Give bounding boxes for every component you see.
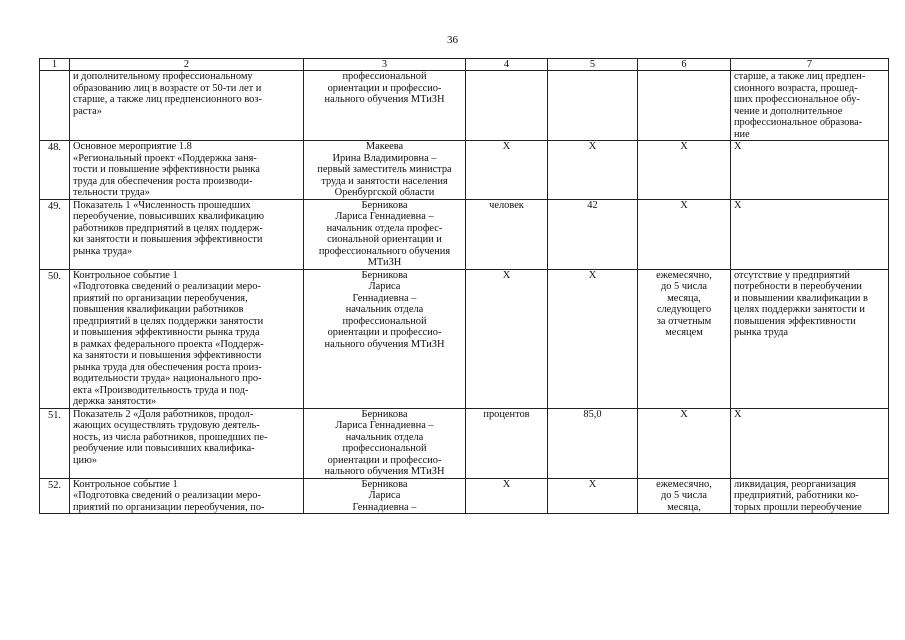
table-row <box>40 199 889 269</box>
cell-text-line: и повышении квалификации в <box>734 292 868 304</box>
deadline-cell <box>638 408 731 478</box>
cell-text-line: Х <box>680 408 688 420</box>
cell-text-line: повышения эффективности <box>734 315 856 327</box>
cell-text-line: ориентации и профессио- <box>327 454 442 466</box>
cell-text-line: Х <box>734 141 742 152</box>
cell-text-line: Берникова <box>361 478 408 490</box>
cell-text-line: реобучение или повысивших квалифика- <box>73 443 255 454</box>
cell-text-line: рынка труда» <box>73 245 133 257</box>
row-number-cell: 51. <box>40 408 70 478</box>
cell-text-line: отсутствие у предприятий <box>734 269 850 281</box>
cell-text-line: тости и повышение эффективности рынка <box>73 164 260 175</box>
cell-text-line: тельности труда» <box>73 187 150 198</box>
cell-text-line: ки занятости и повышения эффективности <box>73 234 263 245</box>
cell-text-line: 42 <box>587 199 598 211</box>
cell-text-line: Х <box>680 141 688 152</box>
cell-text-line: ликвидация, реорганизация <box>734 478 857 490</box>
row-number-cell: 50. <box>40 269 70 408</box>
row-number-cell <box>40 71 70 141</box>
cell-text-line: Лариса <box>368 281 401 292</box>
table-row <box>40 478 889 514</box>
cell-text-line: водительности труда» национального про- <box>73 373 262 384</box>
cell-text-line: «Подготовка сведений о реализации меро- <box>73 281 261 292</box>
cell-text-line: жающих осуществлять трудовую деятель- <box>73 420 260 431</box>
unit-cell <box>466 71 548 141</box>
column-header: 7 <box>731 59 889 71</box>
unit-cell <box>466 199 548 269</box>
column-number-header-row <box>40 59 889 71</box>
cell-text-line: ежемесячно, <box>656 269 712 281</box>
responsible-person-cell <box>304 199 466 269</box>
cell-text-line: повышения квалификации работников <box>73 304 244 315</box>
cell-text-line: переобучение, повысивших квалификацию <box>73 211 265 222</box>
cell-text-line: приятий по организации переобучения, <box>73 292 248 304</box>
column-header: 5 <box>548 59 638 71</box>
cell-text-line: цию» <box>73 454 98 466</box>
measure-description-cell <box>70 71 304 141</box>
measure-description-cell <box>70 408 304 478</box>
cell-text-line: Берникова <box>361 199 408 211</box>
cell-text-line: Геннадиевна – <box>352 501 417 513</box>
cell-text-line: профессиональное образова- <box>734 117 863 128</box>
cell-text-line: Контрольное событие 1 <box>73 269 178 281</box>
row-number-cell: 48. <box>40 141 70 200</box>
cell-text-line: Берникова <box>361 269 408 281</box>
table-row <box>40 408 889 478</box>
unit-cell <box>466 478 548 514</box>
risk-cell <box>731 141 889 200</box>
cell-text-line: ежемесячно, <box>656 478 712 490</box>
cell-text-line: до 5 числа <box>660 490 708 501</box>
column-header: 2 <box>70 59 304 71</box>
value-cell <box>548 199 638 269</box>
cell-text-line: Х <box>502 141 511 152</box>
cell-text-line: старше, а также лиц предпенсионного воз- <box>73 94 262 105</box>
cell-text-line <box>551 71 634 83</box>
cell-text-line: потребности в переобучении <box>734 281 862 292</box>
deadline-cell <box>638 141 731 200</box>
cell-text-line: образованию лиц в возрасте от 50-ти лет и <box>73 82 262 94</box>
table-row <box>40 71 889 141</box>
cell-text-line: ка занятости и повышения эффективности <box>73 350 262 361</box>
risk-cell <box>731 71 889 141</box>
unit-cell <box>466 269 548 408</box>
cell-text-line: Х <box>734 408 742 420</box>
row-number-cell: 52. <box>40 478 70 514</box>
cell-text-line: Лариса Геннадиевна – <box>335 211 434 222</box>
cell-text-line: и повышения эффективности рынка труда <box>73 327 260 338</box>
cell-text-line <box>641 71 727 83</box>
responsible-person-cell <box>304 408 466 478</box>
measures-table <box>39 58 889 514</box>
cell-text-line: Х <box>680 199 688 211</box>
cell-text-line: раста» <box>73 105 102 117</box>
cell-text-line: рынка труда для обеспечения роста произ- <box>73 361 262 373</box>
responsible-person-cell <box>304 71 466 141</box>
risk-cell <box>731 199 889 269</box>
cell-text-line: старше, а также лиц предпен- <box>734 71 866 82</box>
unit-cell <box>466 141 548 200</box>
value-cell <box>548 478 638 514</box>
table-row <box>40 141 889 200</box>
cell-text-line: Берникова <box>361 408 408 420</box>
cell-text-line: ших профессиональное обу- <box>734 94 860 105</box>
cell-text-line: Х <box>502 478 511 490</box>
cell-text-line: ность, из числа работников, прошедших пе- <box>73 431 268 443</box>
cell-text-line: предприятий, работники ко- <box>734 490 859 501</box>
cell-text-line: нального обучения МТиЗН <box>324 338 445 350</box>
deadline-cell <box>638 71 731 141</box>
cell-text-line: Лариса Геннадиевна – <box>335 420 434 431</box>
value-cell <box>548 408 638 478</box>
cell-text-line: начальник отдела профес- <box>326 222 443 234</box>
cell-text-line: Показатель 1 «Численность прошедших <box>73 199 251 211</box>
row-number-cell: 49. <box>40 199 70 269</box>
deadline-cell <box>638 269 731 408</box>
unit-cell <box>466 408 548 478</box>
cell-text-line: приятий по организации переобучения, по- <box>73 501 265 513</box>
value-cell <box>548 269 638 408</box>
cell-text-line: сионного возраста, прошед- <box>734 82 858 94</box>
cell-text-line: Контрольное событие 1 <box>73 478 178 490</box>
cell-text-line: екта «Производительность труда и под- <box>73 384 249 396</box>
cell-text-line: сиональной ориентации и <box>327 234 442 245</box>
responsible-person-cell <box>304 478 466 514</box>
cell-text-line: профессиональной <box>342 315 427 327</box>
cell-text-line: держка занятости» <box>73 396 157 407</box>
cell-text-line: предприятий в целях поддержки занятости <box>73 315 264 327</box>
cell-text-line: Х <box>734 199 742 211</box>
deadline-cell <box>638 199 731 269</box>
cell-text-line: МТиЗН <box>367 257 402 268</box>
cell-text-line: ориентации и профессио- <box>327 327 442 338</box>
cell-text-line: месяца, <box>667 292 701 304</box>
cell-text-line: Геннадиевна – <box>352 292 417 304</box>
cell-text-line: начальник отдела <box>345 304 424 315</box>
cell-text-line: Х <box>502 269 511 281</box>
cell-text-line: Показатель 2 «Доля работников, продол- <box>73 408 254 420</box>
cell-text-line: нального обучения МТиЗН <box>324 466 445 477</box>
cell-text-line: месяцем <box>665 327 703 338</box>
cell-text-line: профессионального обучения <box>318 245 451 257</box>
cell-text-line: до 5 числа <box>660 281 708 292</box>
cell-text-line: труда для обеспечения роста производи- <box>73 175 253 187</box>
cell-text-line: в рамках федерального проекта «Поддерж- <box>73 338 264 350</box>
cell-text-line: Х <box>588 478 597 490</box>
cell-text-line <box>469 71 544 83</box>
cell-text-line: труда и занятости населения <box>321 175 448 187</box>
page-number: 36 <box>447 34 458 46</box>
cell-text-line: нального обучения МТиЗН <box>324 94 445 105</box>
cell-text-line: «Подготовка сведений о реализации меро- <box>73 490 261 501</box>
cell-text-line: чение и дополнительное <box>734 105 843 117</box>
cell-text-line: человек <box>489 199 524 211</box>
cell-text-line: Х <box>588 269 597 281</box>
cell-text-line: профессиональной <box>342 443 427 454</box>
cell-text-line: за отчетным <box>656 315 712 327</box>
cell-text-line: профессиональной <box>342 71 427 82</box>
cell-text-line: 85,0 <box>583 408 602 420</box>
measure-description-cell <box>70 199 304 269</box>
cell-text-line: Основное мероприятие 1.8 <box>73 141 192 152</box>
column-header: 1 <box>40 59 70 71</box>
cell-text-line: работников предприятий в целях поддерж- <box>73 222 263 234</box>
cell-text-line: и дополнительному профессиональному <box>73 71 253 82</box>
value-cell <box>548 141 638 200</box>
risk-cell <box>731 408 889 478</box>
cell-text-line: процентов <box>483 408 530 420</box>
cell-text-line: месяца, <box>667 501 701 513</box>
cell-text-line: первый заместитель министра <box>317 164 452 175</box>
risk-cell <box>731 478 889 514</box>
cell-text-line: рынка труда <box>734 327 789 338</box>
cell-text-line: следующего <box>656 304 712 315</box>
value-cell <box>548 71 638 141</box>
risk-cell <box>731 269 889 408</box>
cell-text-line: «Региональный проект «Поддержка заня- <box>73 152 257 164</box>
measure-description-cell <box>70 141 304 200</box>
measure-description-cell <box>70 478 304 514</box>
cell-text-line: начальник отдела <box>345 431 424 443</box>
column-header: 3 <box>304 59 466 71</box>
cell-text-line: ориентации и профессио- <box>327 82 442 94</box>
column-header: 4 <box>466 59 548 71</box>
cell-text-line: торых прошли переобучение <box>734 501 862 513</box>
cell-text-line: Макеева <box>365 141 404 152</box>
cell-text-line: Лариса <box>368 490 401 501</box>
deadline-cell <box>638 478 731 514</box>
cell-text-line: Оренбургской области <box>334 187 435 198</box>
column-header: 6 <box>638 59 731 71</box>
cell-text-line: целях поддержки занятости и <box>734 304 865 315</box>
table-row <box>40 269 889 408</box>
measure-description-cell <box>70 269 304 408</box>
cell-text-line: Ирина Владимировна – <box>332 152 437 164</box>
cell-text-line: ние <box>734 128 750 140</box>
cell-text-line: Х <box>588 141 597 152</box>
responsible-person-cell <box>304 269 466 408</box>
responsible-person-cell <box>304 141 466 200</box>
